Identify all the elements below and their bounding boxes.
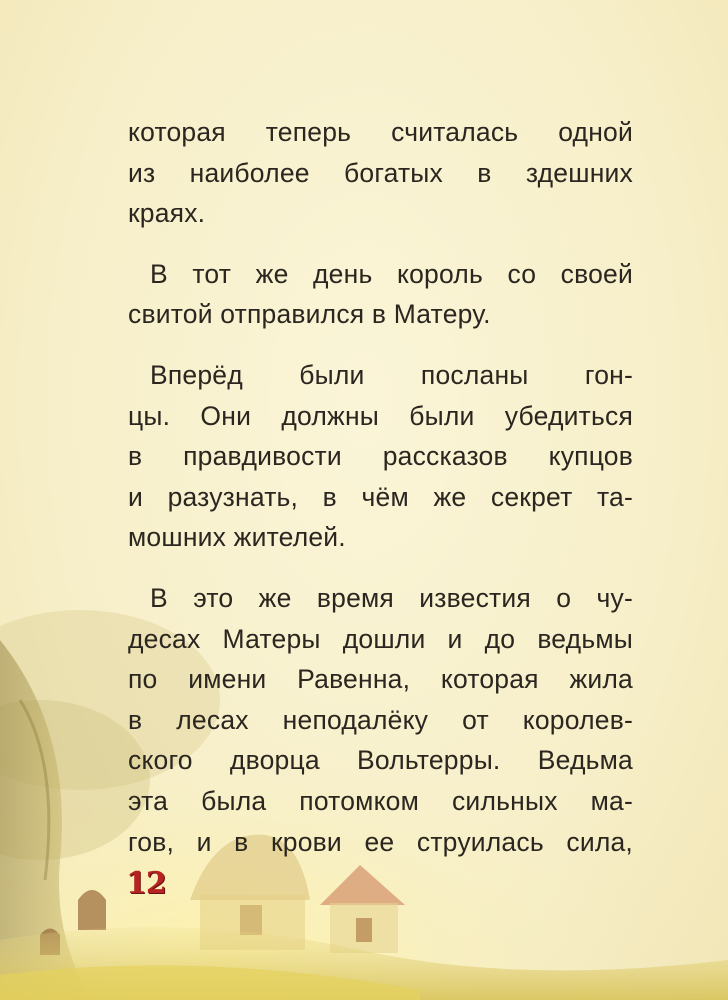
text-line: эта была потомком сильных ма- [128,785,633,816]
paragraph-3 [128,355,633,558]
text-line: которая теперь считалась одной [128,117,633,147]
page-number: 12 [126,866,166,901]
text-line: десах Матеры дошли и до ведьмы [128,623,633,654]
text-line: краях. [128,198,206,229]
body-text [128,112,633,882]
paragraph-4 [128,578,633,862]
paragraph-2 [128,254,633,335]
text-line: мошних жителей. [128,522,346,553]
text-line: в правдивости рассказов купцов [128,441,633,472]
text-line: из наиболее богатых в здешних [128,157,633,188]
text-line: по имени Равенна, которая жила [128,664,633,695]
text-line: свитой отправился в Матеру. [128,299,491,330]
text-line: В это же время известия о чу- [150,582,633,613]
paragraph-1 [128,112,633,234]
text-line: и разузнать, в чём же секрет та- [128,481,633,512]
text-line: в лесах неподалёку от королев- [128,704,633,735]
text-line: Вперёд были посланы гон- [150,359,633,390]
text-line: ского дворца Вольтерры. Ведьма [128,745,633,776]
text-line: цы. Они должны были убедиться [128,400,633,431]
text-line: гов, и в крови ее струилась сила, [128,826,633,857]
text-line: В тот же день король со своей [150,258,633,289]
